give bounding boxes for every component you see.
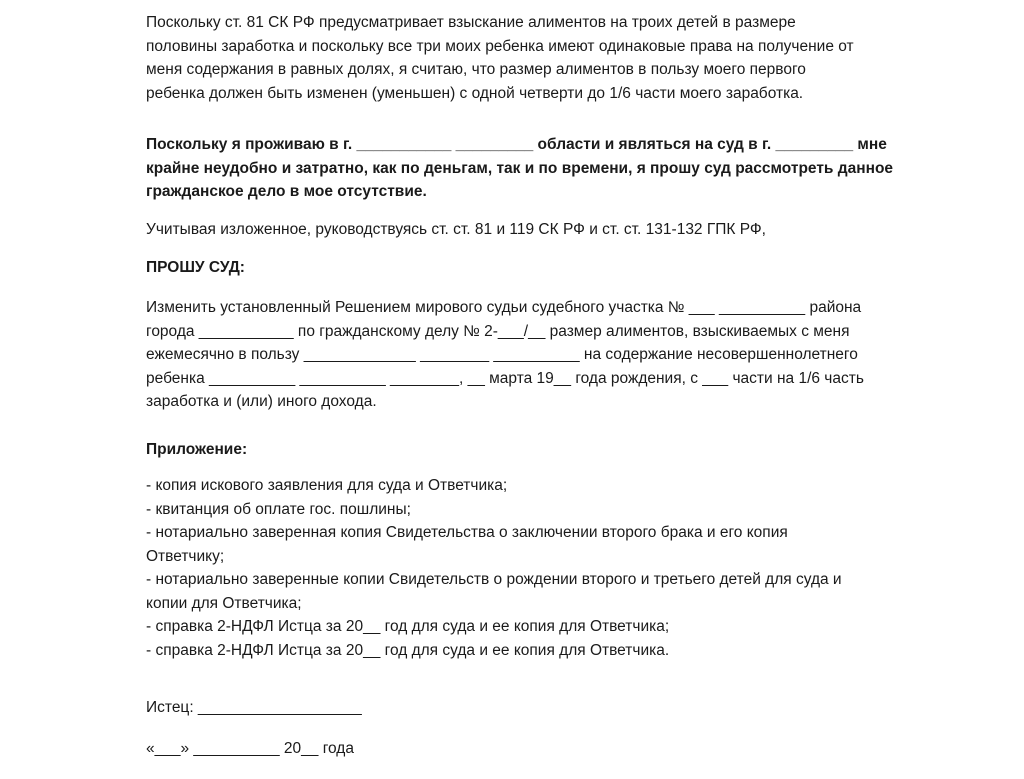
paragraph-absence-request [146, 133, 966, 204]
text-line: меня содержания в равных долях, я считаю, что размер алиментов в пользу моего первого [146, 61, 806, 78]
text-line: ПРОШУ СУД: [146, 259, 245, 276]
date-line [146, 737, 966, 761]
text-line: заработка и (или) иного дохода. [146, 393, 377, 410]
request-heading [146, 256, 966, 280]
text-line: ежемесячно в пользу _____________ ________ __________ на содержание несовершеннолетнего [146, 346, 858, 363]
appendix-item: - нотариально заверенные копии Свидетельств о рождении второго и третьего детей для суда и [146, 571, 842, 588]
text-line: Поскольку я проживаю в г. ___________ _________ области и являться на суд в г. _________ мне [146, 136, 887, 153]
text-line: Поскольку ст. 81 СК РФ предусматривает взыскание алиментов на троих детей в размере [146, 14, 796, 31]
text-line: Истец: ___________________ [146, 699, 362, 716]
text-line: города ___________ по гражданскому делу № 2-___/__ размер алиментов, взыскиваемых с меня [146, 322, 850, 340]
text-line: Учитывая изложенное, руководствуясь ст. ст. 81 и 119 СК РФ и ст. ст. 131-132 ГПК РФ, [146, 221, 766, 238]
appendix-item: - справка 2-НДФЛ Истца за 20__ год для суда и ее копия для Ответчика; [146, 618, 670, 635]
appendix-heading [146, 438, 966, 462]
appendix-list [146, 474, 966, 662]
text-line: гражданское дело в мое отсутствие. [146, 183, 427, 200]
text-line: «___» __________ 20__ года [146, 740, 354, 757]
appendix-item: - нотариально заверенная копия Свидетельства о заключении второго брака и его копия [146, 524, 788, 541]
plaintiff-signature-line [146, 696, 966, 720]
text-line: ребенка __________ __________ ________, __ марта 19__ года рождения, с ___ части на 1/6 часть [146, 369, 864, 387]
text-line: крайне неудобно и затратно, как по деньгам, так и по времени, я прошу суд рассмотреть данное [146, 159, 894, 177]
text-line: половины заработка и поскольку все три моих ребенка имеют одинаковые права на получение от [146, 37, 854, 55]
appendix-item: Ответчику; [146, 547, 225, 565]
appendix-item: - справка 2-НДФЛ Истца за 20__ год для суда и ее копия для Ответчика. [146, 641, 670, 659]
appendix-item: - копия искового заявления для суда и Ответчика; [146, 477, 508, 494]
text-line: Изменить установленный Решением мирового судьи судебного участка № ___ __________ района [146, 299, 862, 316]
request-body [146, 296, 966, 414]
paragraph-legal-basis [146, 218, 966, 242]
appendix-item: - квитанция об оплате гос. пошлины; [146, 500, 411, 518]
text-line: ребенка должен быть изменен (уменьшен) с одной четверти до 1/6 части моего заработка. [146, 84, 804, 102]
text-line: Приложение: [146, 441, 248, 458]
paragraph-child-support-share [146, 11, 966, 105]
appendix-item: копии для Ответчика; [146, 594, 302, 612]
